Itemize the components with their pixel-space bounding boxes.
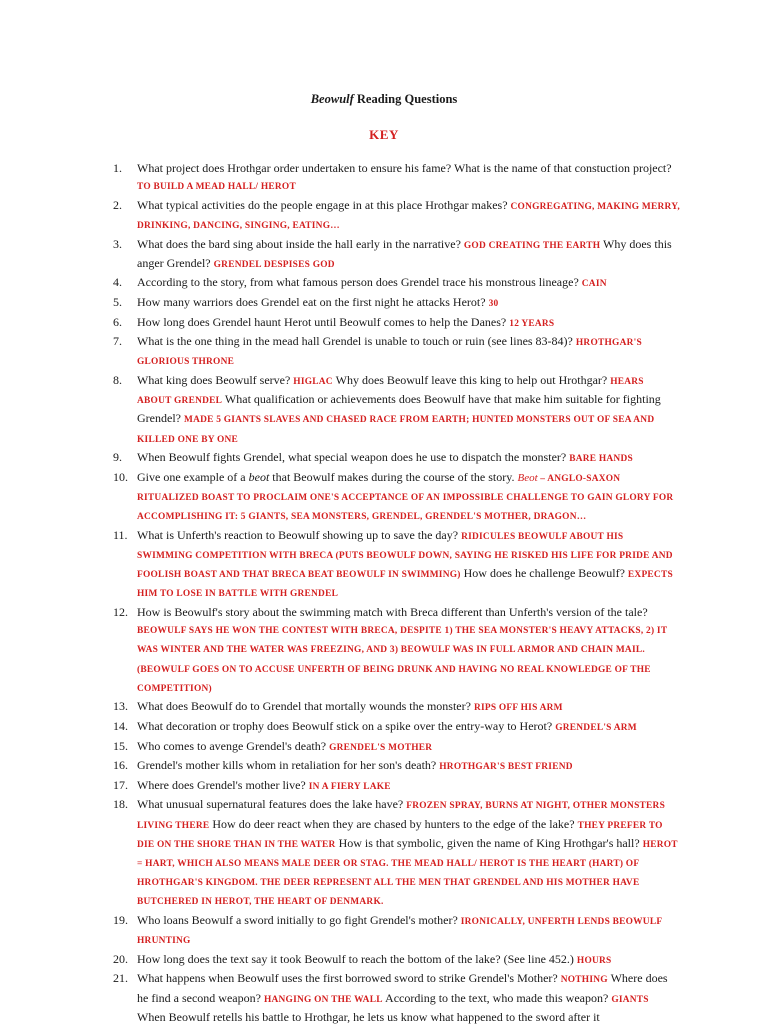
- answer-text: GRENDEL DESPISES GOD: [213, 259, 335, 270]
- question-item: [0, 970, 768, 1026]
- question-number: 19.: [113, 912, 128, 927]
- question-item: [0, 912, 768, 950]
- question-item: [0, 698, 768, 717]
- question-text: How long does the text say it took Beowulf to reach the bottom of the lake? (See line 452.): [137, 951, 577, 966]
- question-number: 14.: [113, 718, 128, 733]
- question-number: 15.: [113, 738, 128, 753]
- answer-text: 12 YEARS: [509, 318, 555, 329]
- question-text: What unusual supernatural features does the lake have?: [137, 797, 407, 812]
- question-item: [0, 314, 768, 333]
- question-text: How do deer react when they are chased by hunters to the edge of the lake?: [209, 816, 578, 831]
- question-number: 17.: [113, 777, 128, 792]
- question-number: 9.: [113, 450, 122, 465]
- question-text: What project does Hrothgar order undertaken to ensure his fame? What is the name of that constuction project?: [137, 161, 672, 175]
- answer-text: GRENDEL'S ARM: [555, 722, 637, 733]
- question-number: 1.: [113, 161, 122, 175]
- question-text: How does he challenge Beowulf?: [460, 566, 628, 581]
- question-item: [0, 236, 768, 274]
- answer-text: THEY PREFER TO DIE ON THE SHORE THAN IN THE WATER: [137, 820, 663, 850]
- question-item: [0, 527, 768, 604]
- question-text: What does Beowulf do to Grendel that mortally wounds the monster?: [137, 699, 474, 714]
- answer-text: FROZEN SPRAY, BURNS AT NIGHT, OTHER MONSTERS LIVING THERE: [137, 801, 666, 831]
- question-number: 7.: [113, 334, 122, 349]
- document-title: [0, 92, 768, 107]
- title-rest: Reading Questions: [353, 92, 458, 106]
- answer-text: CONGREGATING, MAKING MERRY, DRINKING, DANCING, SINGING, EATING…: [137, 201, 680, 231]
- question-number: 11.: [113, 527, 128, 542]
- question-number: 5.: [113, 294, 122, 309]
- question-item: [0, 738, 768, 757]
- question-number: 6.: [113, 314, 122, 329]
- question-item: [0, 951, 768, 970]
- question-italic-term: beot: [248, 469, 270, 484]
- question-text: When Beowulf fights Grendel, what special weapon does he use to dispatch the monster?: [137, 450, 570, 465]
- question-text: Give one example of a: [137, 469, 249, 484]
- question-item: [0, 604, 768, 698]
- answer-text: HEROT = HART, WHICH ALSO MEANS MALE DEER OR STAG. THE MEAD HALL/ HEROT IS THE HEART (HART) OF HROTHGAR'S KINGDOM. THE DEER REPRESENT ALL THE MEN THAT GRENDEL AND HIS MOTHER HAVE BUTCHERED IN HEROT, THE HEART OF DENMARK.: [137, 839, 678, 908]
- answer-text: RIPS OFF HIS ARM: [473, 703, 563, 714]
- answer-text: – ANGLO-SAXON RITUALIZED BOAST TO PROCLAIM ONE'S ACCEPTANCE OF AN IMPOSSIBLE CHALLENGE TO GAIN GLORY FOR ACCOMPLISHING IT: 5 GIANTS, SEA MONSTERS, GRENDEL, GRENDEL'S MOTHER, DRAGON…: [137, 473, 674, 523]
- question-text: What is the one thing in the mead hall Grendel is unable to touch or ruin (see lines 83-84)?: [137, 334, 576, 349]
- answer-text: HROTHGAR'S BEST FRIEND: [439, 762, 573, 773]
- question-item: [0, 777, 768, 796]
- question-item: [0, 718, 768, 737]
- answer-text: GOD CREATING THE EARTH: [463, 240, 601, 251]
- question-text: Who loans Beowulf a sword initially to go fight Grendel's mother?: [137, 912, 461, 927]
- question-item: [0, 796, 768, 911]
- answer-text: CAIN: [581, 279, 607, 290]
- answer-text: IRONICALLY, UNFERTH LENDS BEOWULF HRUNTING: [137, 916, 662, 947]
- question-text: What qualification or achievements does Beowulf have that make him suitable for fighting Grendel?: [137, 392, 661, 426]
- answer-text: EXPECTS HIM TO LOSE IN BATTLE WITH GRENDEL: [137, 570, 673, 600]
- answer-text: BARE HANDS: [569, 454, 633, 465]
- question-number: 20.: [113, 951, 128, 966]
- question-item: [0, 160, 768, 196]
- answer-text: GIANTS: [611, 994, 649, 1005]
- answer-text: HIGLAC: [293, 376, 333, 387]
- question-item: [0, 197, 768, 235]
- question-number: 2.: [113, 197, 122, 212]
- answer-text: MADE 5 GIANTS SLAVES AND CHASED RACE FROM EARTH; HUNTED MONSTERS OUT OF SEA AND KILLED ONE BY ONE: [137, 415, 655, 445]
- question-number: 21.: [113, 971, 128, 986]
- question-text: How is Beowulf's story about the swimming match with Breca different than Unferth's version of the tale?: [137, 604, 648, 619]
- question-text: According to the text, who made this weapon?: [382, 990, 612, 1005]
- question-text: Why does Beowulf leave this king to help out Hrothgar?: [332, 372, 611, 387]
- question-item: [0, 372, 768, 449]
- question-number: 18.: [113, 797, 128, 812]
- question-number: 10.: [113, 469, 128, 484]
- question-item: [0, 333, 768, 371]
- answer-text: NOTHING: [560, 975, 608, 986]
- question-text: What does the bard sing about inside the hall early in the narrative?: [137, 236, 464, 251]
- question-item: [0, 757, 768, 776]
- answer-text: TO BUILD A MEAD HALL/ HEROT: [137, 182, 296, 193]
- question-item: [0, 294, 768, 313]
- question-text: What happens when Beowulf uses the first borrowed sword to strike Grendel's Mother?: [137, 971, 561, 986]
- question-text: How long does Grendel haunt Herot until Beowulf comes to help the Danes?: [137, 314, 510, 329]
- question-text: Grendel's mother kills whom in retaliation for her son's death?: [137, 758, 440, 773]
- question-number: 8.: [113, 372, 122, 387]
- question-number: 3.: [113, 236, 122, 251]
- answer-text: HANGING ON THE WALL: [263, 994, 383, 1005]
- question-text: Why does this anger Grendel?: [137, 236, 672, 270]
- title-italic: Beowulf: [310, 92, 354, 106]
- answer-text: HEARS ABOUT GRENDEL: [137, 376, 644, 407]
- question-text: Where does Grendel's mother live?: [137, 777, 309, 792]
- question-number: 4.: [113, 275, 122, 290]
- question-text: How many warriors does Grendel eat on the first night he attacks Herot?: [137, 294, 489, 309]
- question-text: What decoration or trophy does Beowulf stick on a spike over the entry-way to Herot?: [137, 718, 556, 733]
- question-text: What is Unferth's reaction to Beowulf showing up to save the day?: [137, 527, 462, 542]
- question-text: What typical activities do the people engage in at this place Hrothgar makes?: [137, 197, 511, 212]
- question-number: 13.: [113, 699, 128, 714]
- answer-italic-term: Beot: [517, 471, 538, 484]
- question-item: [0, 469, 768, 527]
- question-item: [0, 274, 768, 293]
- question-text: According to the story, from what famous person does Grendel trace his monstrous lineage?: [137, 275, 582, 290]
- answer-text: IN A FIERY LAKE: [308, 781, 391, 792]
- answer-text: 30: [488, 298, 499, 309]
- question-list: [0, 160, 768, 1026]
- answer-text: HROTHGAR'S GLORIOUS THRONE: [137, 338, 642, 368]
- question-text: When Beowulf retells his battle to Hrothgar, he lets us know what happened to the sword after it: [137, 1009, 600, 1024]
- answer-text: BEOWULF SAYS HE WON THE CONTEST WITH BRECA, DESPITE 1) THE SEA MONSTER'S HEAVY ATTACKS, 2) IT WAS WINTER AND THE WATER WAS FREEZING, AND 3) BEOWULF WAS IN FULL ARMOR AND CHAIN MAIL. (BEOWULF GOES ON TO ACCUSE UNFERTH OF BEING DRUNK AND HAVING NO REAL KNOWLEDGE OF THE COMPETITION): [137, 626, 668, 694]
- question-text: What king does Beowulf serve?: [137, 372, 294, 387]
- answer-text: HOURS: [576, 955, 612, 966]
- key-heading: KEY: [369, 127, 399, 142]
- answer-text: GRENDEL'S MOTHER: [329, 742, 433, 753]
- question-text: How is that symbolic, given the name of King Hrothgar's hall?: [335, 835, 643, 850]
- question-text: Where does he find a second weapon?: [137, 971, 668, 1005]
- answer-text: RIDICULES BEOWULF ABOUT HIS SWIMMING COMPETITION WITH BRECA (PUTS BEOWULF DOWN, SAYING HE RISKED HIS LIFE FOR PRIDE AND FOOLISH BOAST AND THAT BRECA BEAT BEOWULF IN SWIMMING): [137, 531, 673, 581]
- question-number: 16.: [113, 758, 128, 773]
- question-text: Who comes to avenge Grendel's death?: [137, 738, 330, 753]
- question-item: [0, 449, 768, 468]
- question-number: 12.: [113, 604, 128, 619]
- question-text: that Beowulf makes during the course of the story.: [269, 469, 518, 484]
